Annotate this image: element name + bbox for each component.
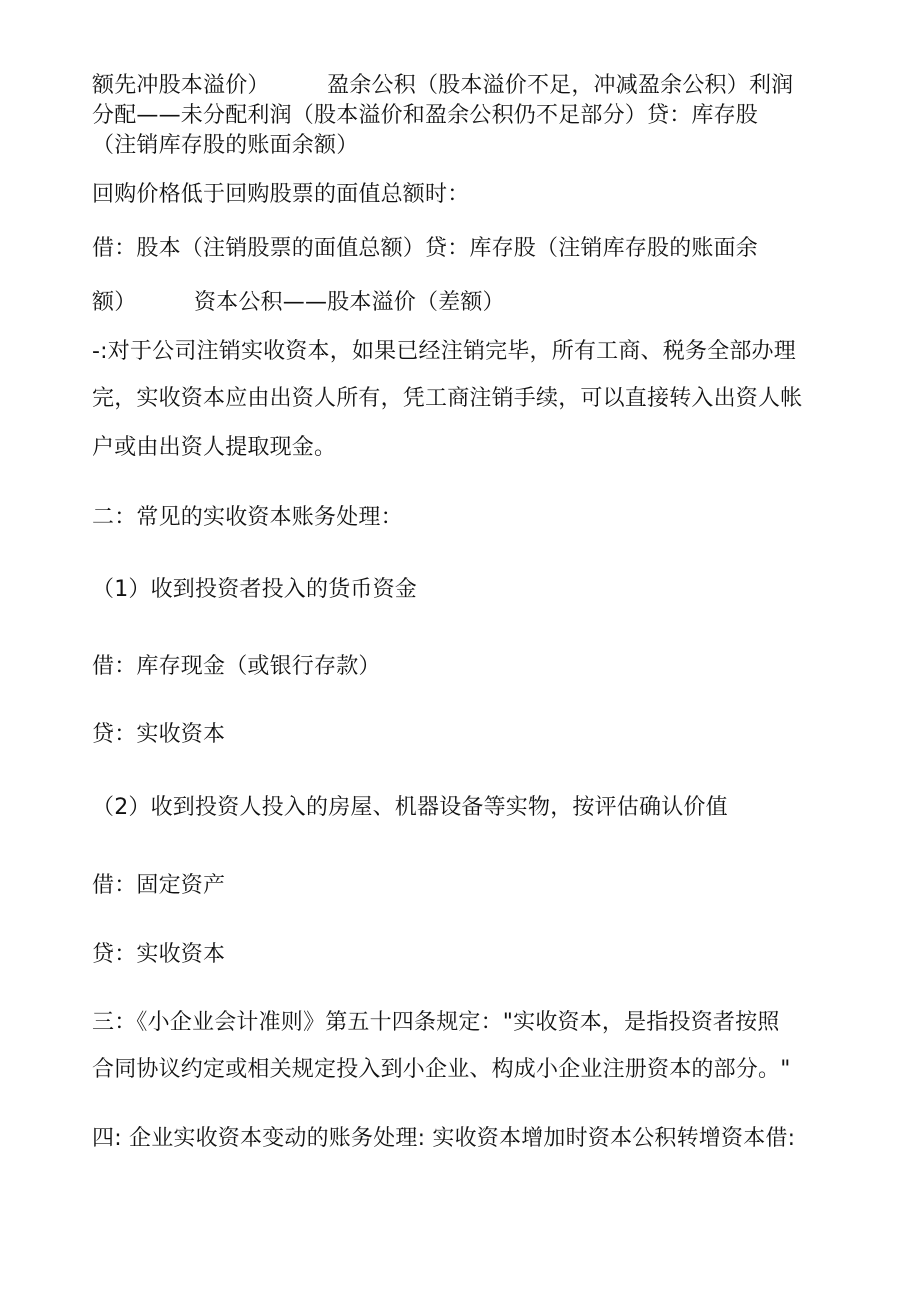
text-line-8: 完，实收资本应由出资人所有，凭工商注销手续，可以直接转入出资人帐 [92,386,803,411]
journal-credit-1: 贷：实收资本 [92,722,226,747]
text-line-1: 额先冲股本溢价） 盈余公积（股本溢价不足，冲减盈余公积）利润 [92,73,794,98]
journal-debit-1: 借：库存现金（或银行存款） [92,654,381,679]
text-line-18: 合同协议约定或相关规定投入到小企业、构成小企业注册资本的部分。" [92,1057,791,1082]
section-heading-3: 三：《小企业会计准则》第五十四条规定："实收资本，是指投资者按照 [92,1010,780,1035]
text-line-7: -:对于公司注销实收资本，如果已经注销完毕，所有工商、税务全部办理 [92,339,796,364]
text-line-2: 分配——未分配利润（股本溢价和盈余公积仍不足部分）贷：库存股 [92,103,759,128]
section-heading-4: 四: 企业实收资本变动的账务处理: 实收资本增加时资本公积转增资本借: [92,1126,796,1151]
list-item-1: （1）收到投资者投入的货币资金 [92,577,417,602]
text-line-6: 额） 资本公积——股本溢价（差额） [92,290,505,315]
journal-credit-2: 贷：实收资本 [92,942,226,967]
list-item-2: （2）收到投资人投入的房屋、机器设备等实物，按评估确认价值 [92,795,728,820]
journal-debit-2: 借：固定资产 [92,873,226,898]
section-heading-2: 二：常见的实收资本账务处理： [92,505,403,530]
text-line-4: 回购价格低于回购股票的面值总额时： [92,182,470,207]
text-line-5: 借：股本（注销股票的面值总额）贷：库存股（注销库存股的账面余 [92,236,759,261]
text-line-9: 户或由出资人提取现金。 [92,435,337,460]
text-line-3: （注销库存股的账面余额） [92,133,359,158]
